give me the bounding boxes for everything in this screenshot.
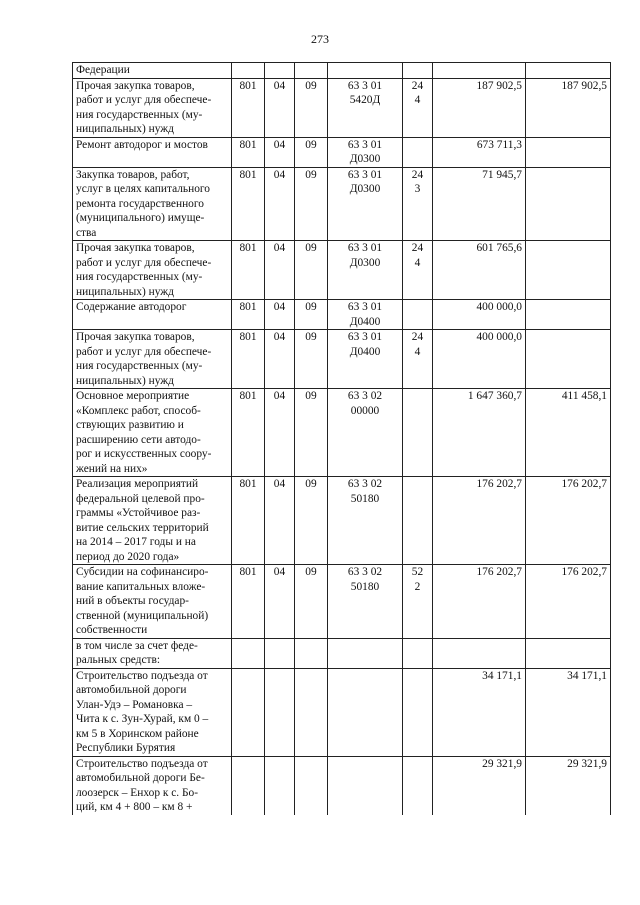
pr-code — [295, 638, 328, 668]
table-row — [73, 638, 611, 668]
pr-code: 09 — [295, 477, 328, 565]
vr-code — [403, 756, 433, 815]
rz-code — [265, 668, 295, 756]
vr-code: 24 4 — [403, 241, 433, 300]
table-row — [73, 167, 611, 241]
vr-code — [403, 389, 433, 477]
ved-code: 801 — [232, 300, 265, 330]
ved-code: 801 — [232, 137, 265, 167]
pr-code — [295, 63, 328, 79]
rz-code — [265, 63, 295, 79]
page-number: 273 — [311, 32, 329, 46]
pr-code: 09 — [295, 330, 328, 389]
vr-code — [403, 477, 433, 565]
csr-code: 63 3 01 5420Д — [328, 78, 403, 137]
table-row — [73, 300, 611, 330]
amount-1: 400 000,0 — [433, 330, 526, 389]
amount-2 — [526, 330, 611, 389]
pr-code: 09 — [295, 389, 328, 477]
csr-code: 63 3 01 Д0300 — [328, 167, 403, 241]
vr-code: 24 4 — [403, 330, 433, 389]
vr-code — [403, 137, 433, 167]
ved-code: 801 — [232, 78, 265, 137]
pr-code: 09 — [295, 137, 328, 167]
item-name: в том числе за счет феде- ральных средств: — [73, 638, 232, 668]
amount-2 — [526, 63, 611, 79]
pr-code: 09 — [295, 78, 328, 137]
amount-1: 601 765,6 — [433, 241, 526, 300]
ved-code: 801 — [232, 241, 265, 300]
item-name: Федерации — [73, 63, 232, 79]
pr-code: 09 — [295, 565, 328, 639]
amount-1: 187 902,5 — [433, 78, 526, 137]
csr-code: 63 3 01 Д0300 — [328, 241, 403, 300]
amount-2: 187 902,5 — [526, 78, 611, 137]
pr-code: 09 — [295, 241, 328, 300]
item-name: Ремонт автодорог и мостов — [73, 137, 232, 167]
amount-2: 34 171,1 — [526, 668, 611, 756]
table-row — [73, 63, 611, 79]
item-name: Прочая закупка товаров, работ и услуг для обеспече- ния государственных (му- ниципальных) нужд — [73, 330, 232, 389]
amount-2: 29 321,9 — [526, 756, 611, 815]
ved-code: 801 — [232, 167, 265, 241]
rz-code: 04 — [265, 78, 295, 137]
table-row — [73, 477, 611, 565]
pr-code: 09 — [295, 300, 328, 330]
table-row — [73, 565, 611, 639]
ved-code: 801 — [232, 565, 265, 639]
ved-code — [232, 668, 265, 756]
table-row — [73, 756, 611, 815]
amount-1: 176 202,7 — [433, 477, 526, 565]
amount-2: 411 458,1 — [526, 389, 611, 477]
amount-2: 176 202,7 — [526, 565, 611, 639]
rz-code: 04 — [265, 241, 295, 300]
amount-1: 29 321,9 — [433, 756, 526, 815]
item-name: Строительство подъезда от автомобильной дороги Улан-Удэ – Романовка – Чита к с. Зун-Хурай, км 0 – км 5 в Хоринском районе Республики Бурятия — [73, 668, 232, 756]
pr-code: 09 — [295, 167, 328, 241]
item-name: Прочая закупка товаров, работ и услуг для обеспече- ния государственных (му- ниципальных) нужд — [73, 78, 232, 137]
rz-code: 04 — [265, 137, 295, 167]
item-name: Строительство подъезда от автомобильной дороги Бе- лоозерск – Енхор к с. Бо- ций, км 4 + 800 – км 8 + — [73, 756, 232, 815]
vr-code: 24 4 — [403, 78, 433, 137]
item-name: Основное мероприятие «Комплекс работ, способ- ствующих развитию и расширению сети автодо- рог и искусственных соору- жений на них» — [73, 389, 232, 477]
vr-code: 52 2 — [403, 565, 433, 639]
table-row — [73, 389, 611, 477]
amount-2 — [526, 167, 611, 241]
item-name: Содержание автодорог — [73, 300, 232, 330]
csr-code: 63 3 01 Д0400 — [328, 300, 403, 330]
rz-code: 04 — [265, 300, 295, 330]
amount-2 — [526, 300, 611, 330]
ved-code: 801 — [232, 330, 265, 389]
csr-code — [328, 668, 403, 756]
vr-code — [403, 300, 433, 330]
table-row — [73, 241, 611, 300]
csr-code — [328, 638, 403, 668]
amount-1: 1 647 360,7 — [433, 389, 526, 477]
table-row — [73, 78, 611, 137]
vr-code — [403, 668, 433, 756]
rz-code — [265, 638, 295, 668]
item-name: Субсидии на софинансиро- вание капитальных вложе- ний в объекты государ- ственной (муниципальной) собственности — [73, 565, 232, 639]
csr-code: 63 3 02 00000 — [328, 389, 403, 477]
csr-code: 63 3 01 Д0300 — [328, 137, 403, 167]
rz-code: 04 — [265, 330, 295, 389]
item-name: Прочая закупка товаров, работ и услуг для обеспече- ния государственных (му- ниципальных) нужд — [73, 241, 232, 300]
table-row — [73, 330, 611, 389]
rz-code: 04 — [265, 389, 295, 477]
vr-code: 24 3 — [403, 167, 433, 241]
table-row — [73, 668, 611, 756]
amount-2: 176 202,7 — [526, 477, 611, 565]
csr-code: 63 3 01 Д0400 — [328, 330, 403, 389]
ved-code: 801 — [232, 477, 265, 565]
amount-1: 176 202,7 — [433, 565, 526, 639]
rz-code: 04 — [265, 477, 295, 565]
budget-table — [72, 62, 611, 815]
csr-code: 63 3 02 50180 — [328, 565, 403, 639]
pr-code — [295, 756, 328, 815]
ved-code — [232, 638, 265, 668]
table-row — [73, 137, 611, 167]
amount-1: 400 000,0 — [433, 300, 526, 330]
amount-1 — [433, 638, 526, 668]
rz-code — [265, 756, 295, 815]
rz-code: 04 — [265, 565, 295, 639]
item-name: Закупка товаров, работ, услуг в целях капитального ремонта государственного (муниципального) имуще- ства — [73, 167, 232, 241]
csr-code: 63 3 02 50180 — [328, 477, 403, 565]
vr-code — [403, 63, 433, 79]
ved-code — [232, 756, 265, 815]
amount-1: 34 171,1 — [433, 668, 526, 756]
item-name: Реализация мероприятий федеральной целевой про- граммы «Устойчивое раз- витие сельских территорий на 2014 – 2017 годы и на период до 2020 года» — [73, 477, 232, 565]
amount-2 — [526, 241, 611, 300]
pr-code — [295, 668, 328, 756]
amount-1: 673 711,3 — [433, 137, 526, 167]
ved-code — [232, 63, 265, 79]
csr-code — [328, 756, 403, 815]
csr-code — [328, 63, 403, 79]
amount-2 — [526, 137, 611, 167]
vr-code — [403, 638, 433, 668]
amount-1: 71 945,7 — [433, 167, 526, 241]
amount-1 — [433, 63, 526, 79]
amount-2 — [526, 638, 611, 668]
rz-code: 04 — [265, 167, 295, 241]
ved-code: 801 — [232, 389, 265, 477]
